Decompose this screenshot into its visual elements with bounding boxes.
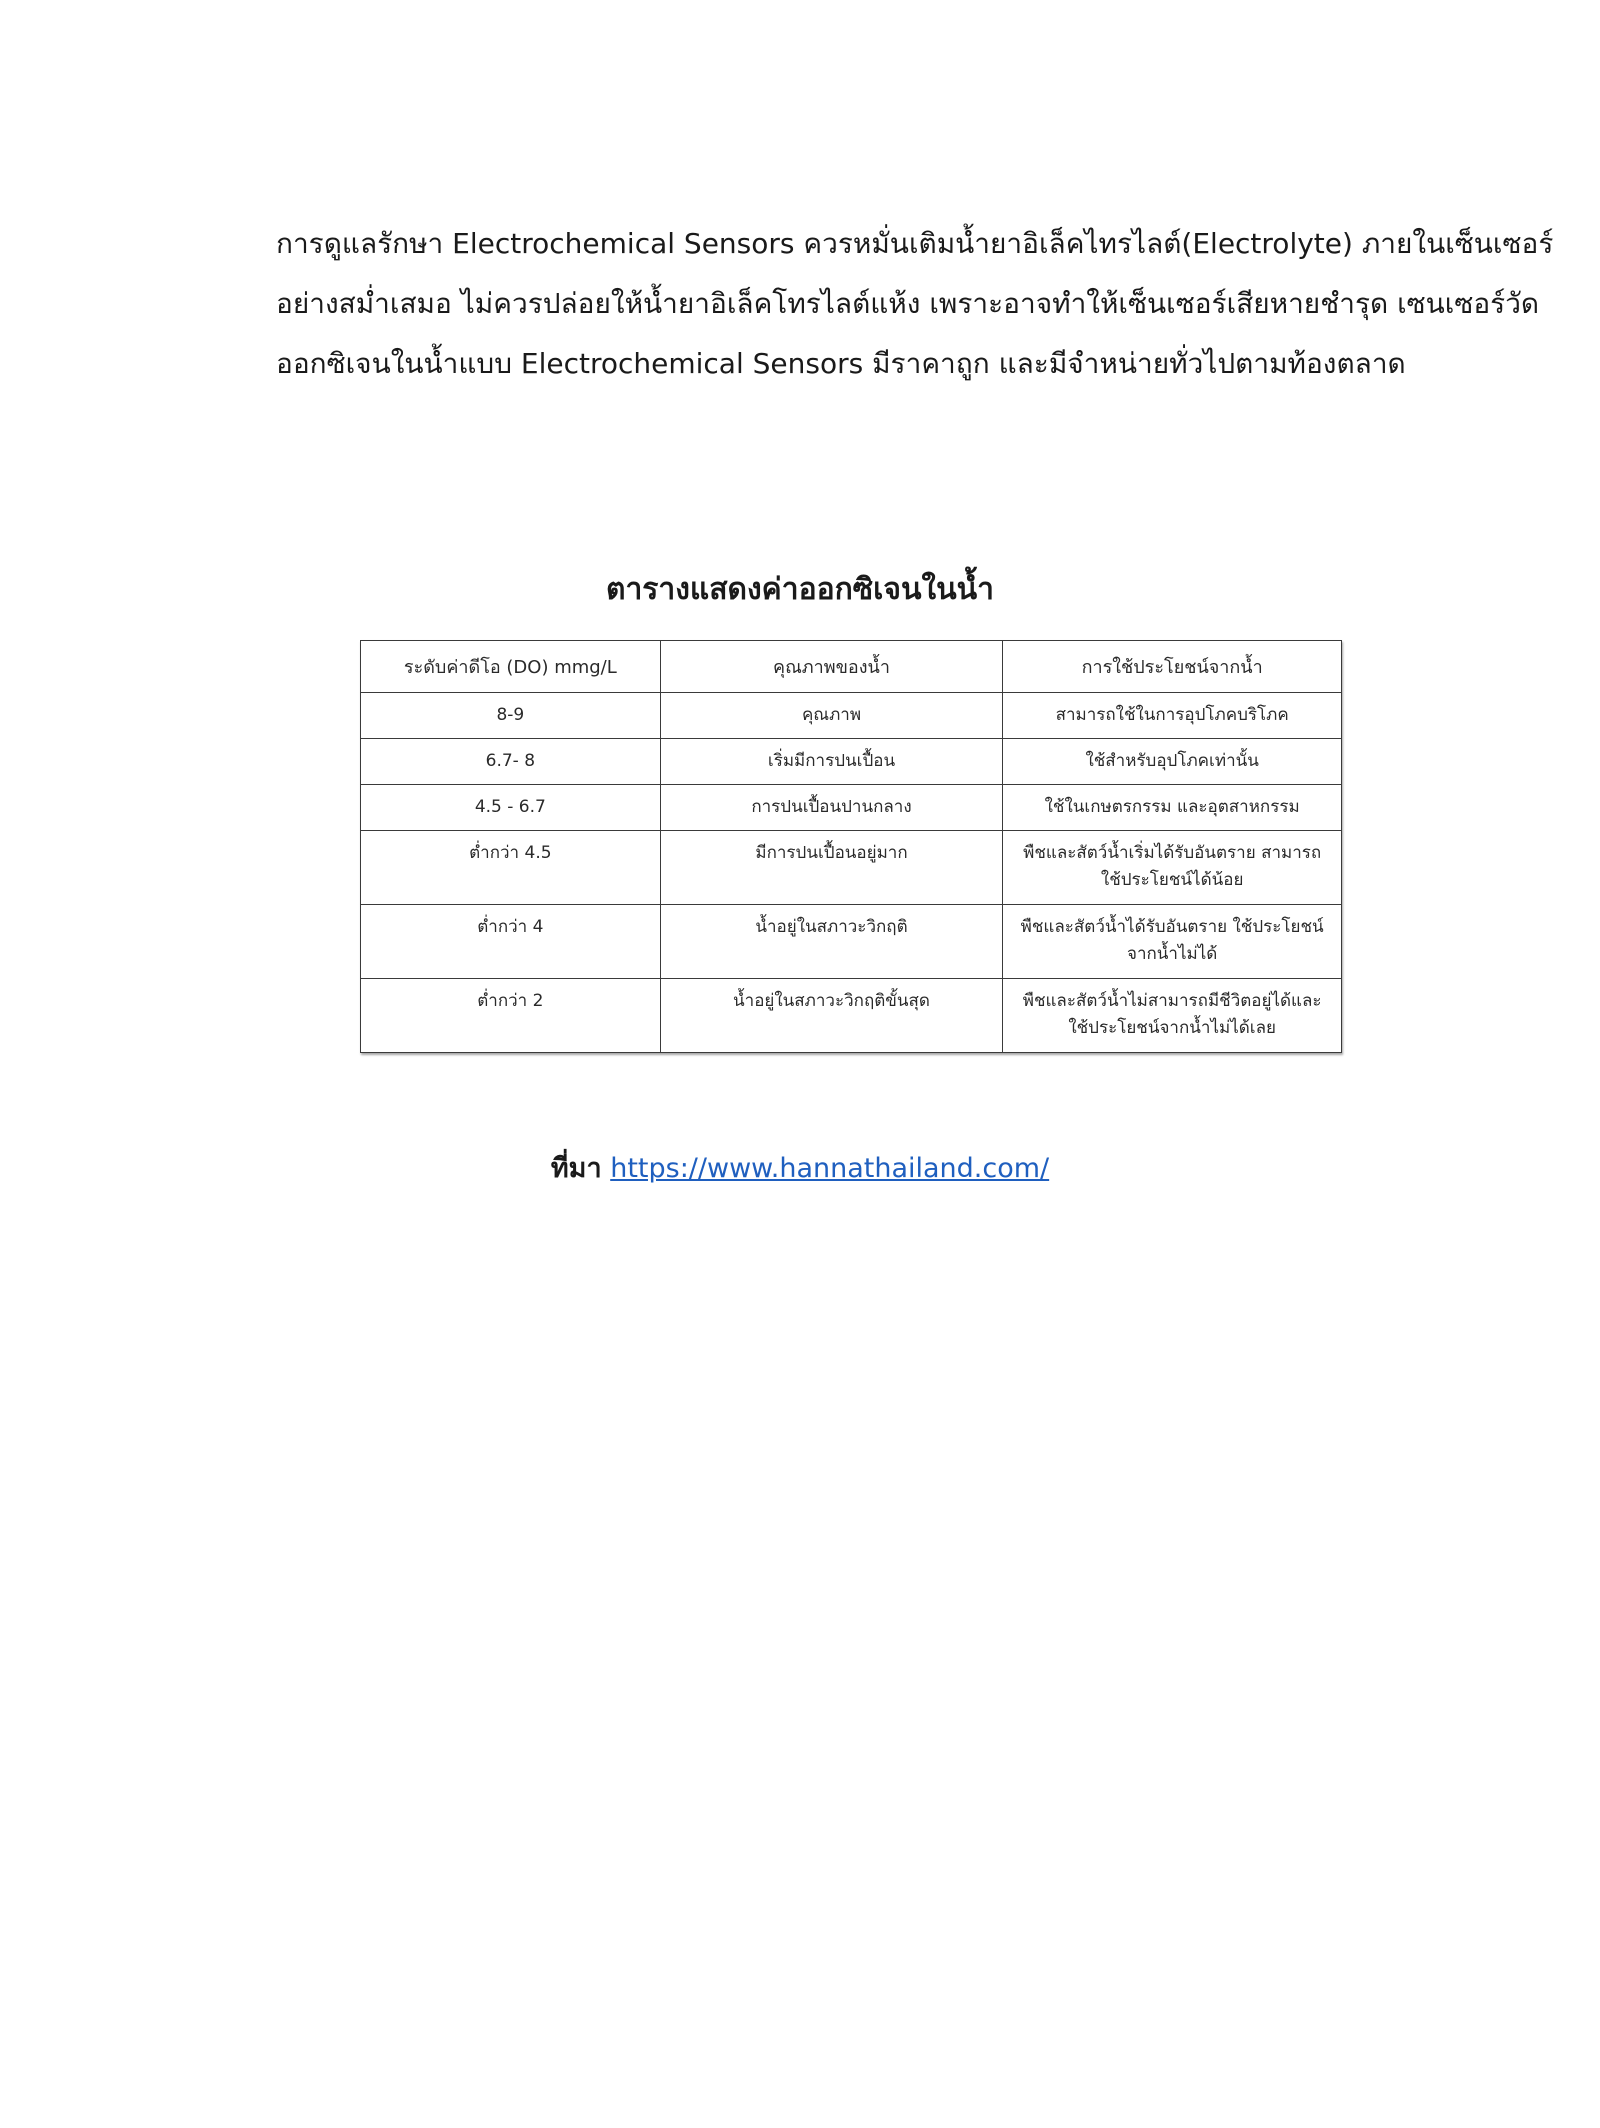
cell-water-quality: เริ่มมีการปนเปื้อน xyxy=(660,739,1003,785)
dissolved-oxygen-table xyxy=(360,640,1342,1053)
cell-water-usage: พืชและสัตว์น้ำได้รับอันตราย ใช้ประโยชน์จากน้ำไม่ได้ xyxy=(1003,905,1342,979)
cell-do-level: ต่ำกว่า 2 xyxy=(361,979,661,1053)
cell-do-level: 6.7- 8 xyxy=(361,739,661,785)
cell-water-quality: น้ำอยู่ในสภาวะวิกฤติ xyxy=(660,905,1003,979)
header-water-quality: คุณภาพของน้ำ xyxy=(660,641,1003,693)
cell-water-quality: การปนเปื้อนปานกลาง xyxy=(660,785,1003,831)
cell-water-usage: สามารถใช้ในการอุปโภคบริโภค xyxy=(1003,693,1342,739)
table-row xyxy=(361,979,1342,1053)
cell-water-quality: คุณภาพ xyxy=(660,693,1003,739)
cell-do-level: ต่ำกว่า 4 xyxy=(361,905,661,979)
source-link[interactable]: https://www.hannathailand.com/ xyxy=(610,1153,1050,1184)
header-do-level: ระดับค่าดีโอ (DO) mmg/L xyxy=(361,641,661,693)
table-row xyxy=(361,831,1342,905)
cell-do-level: 8-9 xyxy=(361,693,661,739)
table-header-row xyxy=(361,641,1342,693)
cell-water-usage: พืชและสัตว์น้ำเริ่มได้รับอันตราย สามารถใช้ประโยชน์ได้น้อย xyxy=(1003,831,1342,905)
cell-water-quality: น้ำอยู่ในสภาวะวิกฤติขั้นสุด xyxy=(660,979,1003,1053)
cell-water-usage: พืชและสัตว์น้ำไม่สามารถมีชีวิตอยู่ได้และใช้ประโยชน์จากน้ำไม่ได้เลย xyxy=(1003,979,1342,1053)
table-row xyxy=(361,905,1342,979)
paragraph-line: ออกซิเจนในน้ำแบบ Electrochemical Sensors มีราคาถูก และมีจำหน่ายทั่วไปตามท้องตลาด xyxy=(276,347,1406,380)
header-water-usage: การใช้ประโยชน์จากน้ำ xyxy=(1003,641,1342,693)
cell-water-usage: ใช้ในเกษตรกรรม และอุตสาหกรรม xyxy=(1003,785,1342,831)
body-paragraph xyxy=(276,214,1554,394)
paragraph-line: อย่างสม่ำเสมอ ไม่ควรปล่อยให้น้ำยาอิเล็คโทรไลต์แห้ง เพราะอาจทำให้เซ็นเซอร์เสียหายชำรุด เซนเซอร์วัด xyxy=(276,287,1540,320)
source-line xyxy=(0,1146,1600,1189)
cell-water-usage: ใช้สำหรับอุปโภคเท่านั้น xyxy=(1003,739,1342,785)
paragraph-line: การดูแลรักษา Electrochemical Sensors ควรหมั่นเติมน้ำยาอิเล็คไทรไลต์(Electrolyte) ภายในเซ็นเซอร์ xyxy=(276,227,1554,260)
table-row xyxy=(361,693,1342,739)
cell-do-level: 4.5 - 6.7 xyxy=(361,785,661,831)
cell-water-quality: มีการปนเปื้อนอยู่มาก xyxy=(660,831,1003,905)
table-row xyxy=(361,785,1342,831)
table-row xyxy=(361,739,1342,785)
table-title: ตารางแสดงค่าออกซิเจนในน้ำ xyxy=(605,572,995,607)
source-label: ที่มา xyxy=(550,1153,602,1184)
cell-do-level: ต่ำกว่า 4.5 xyxy=(361,831,661,905)
